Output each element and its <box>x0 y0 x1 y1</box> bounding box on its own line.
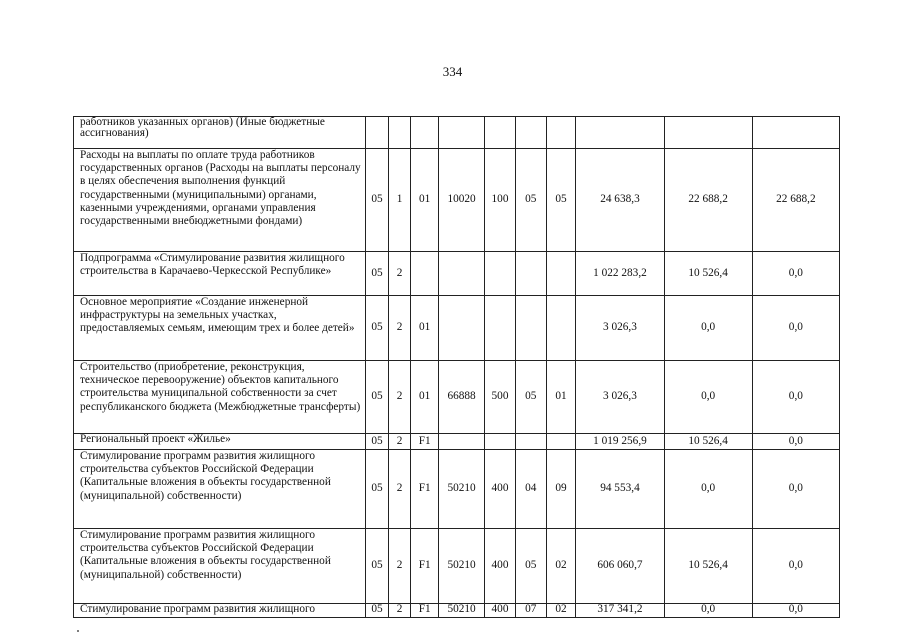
table-row <box>74 434 840 450</box>
code-subsection <box>546 117 576 149</box>
table-row <box>74 450 840 529</box>
code-direction <box>439 117 485 149</box>
code-subprogram: 2 <box>388 296 411 361</box>
code-section: 05 <box>515 149 546 252</box>
code-measure: F1 <box>411 434 439 450</box>
code-measure: F1 <box>411 529 439 604</box>
row-description: Стимулирование программ развития жилищного строительства субъектов Российской Федерации (Капитальные вложения в объекты государственной (муниципальной) собственности) <box>74 529 366 604</box>
amount-year-1: 94 553,4 <box>576 450 664 529</box>
amount-year-3: 0,0 <box>752 604 839 618</box>
code-section: 07 <box>515 604 546 618</box>
code-program: 05 <box>366 434 389 450</box>
amount-year-2: 10 526,4 <box>664 434 752 450</box>
code-direction <box>439 252 485 296</box>
code-subprogram: 2 <box>388 361 411 434</box>
amount-year-1: 317 341,2 <box>576 604 664 618</box>
code-subprogram <box>388 117 411 149</box>
amount-year-3: 22 688,2 <box>752 149 839 252</box>
code-expense-type: 400 <box>485 604 516 618</box>
code-direction: 66888 <box>439 361 485 434</box>
table-row <box>74 117 840 149</box>
code-section <box>515 296 546 361</box>
amount-year-2: 0,0 <box>664 361 752 434</box>
code-section <box>515 252 546 296</box>
amount-year-2: 0,0 <box>664 296 752 361</box>
row-description: работников указанных органов) (Иные бюджетные ассигнования) <box>74 117 366 149</box>
amount-year-1: 3 026,3 <box>576 361 664 434</box>
amount-year-1: 1 019 256,9 <box>576 434 664 450</box>
code-program: 05 <box>366 149 389 252</box>
code-direction: 10020 <box>439 149 485 252</box>
table-row <box>74 149 840 252</box>
code-subprogram: 2 <box>388 450 411 529</box>
amount-year-3: 0,0 <box>752 361 839 434</box>
amount-year-3: 0,0 <box>752 252 839 296</box>
amount-year-3 <box>752 117 839 149</box>
code-subsection: 02 <box>546 604 576 618</box>
amount-year-1: 24 638,3 <box>576 149 664 252</box>
code-measure: F1 <box>411 450 439 529</box>
code-expense-type <box>485 434 516 450</box>
amount-year-3: 0,0 <box>752 434 839 450</box>
amount-year-2: 10 526,4 <box>664 529 752 604</box>
code-subsection: 09 <box>546 450 576 529</box>
code-expense-type: 400 <box>485 529 516 604</box>
code-direction <box>439 296 485 361</box>
code-program: 05 <box>366 252 389 296</box>
amount-year-1: 3 026,3 <box>576 296 664 361</box>
code-subprogram: 2 <box>388 252 411 296</box>
code-subsection: 05 <box>546 149 576 252</box>
row-description: Основное мероприятие «Создание инженерной инфраструктуры на земельных участках, предоставляемых семьям, имеющим трех и более детей» <box>74 296 366 361</box>
row-description: Расходы на выплаты по оплате труда работников государственных органов (Расходы на выплаты персоналу в целях обеспечения выполнения функций государственными (муниципальными) органами, казенными учреждениями, органами управления государственными внебюджетными фондами) <box>74 149 366 252</box>
code-direction: 50210 <box>439 529 485 604</box>
amount-year-1 <box>576 117 664 149</box>
code-expense-type: 100 <box>485 149 516 252</box>
code-program: 05 <box>366 361 389 434</box>
code-expense-type <box>485 252 516 296</box>
page-number: 334 <box>442 64 463 79</box>
table-row <box>74 296 840 361</box>
amount-year-2 <box>664 117 752 149</box>
row-description: Региональный проект «Жилье» <box>74 434 366 450</box>
code-program: 05 <box>366 296 389 361</box>
code-section: 04 <box>515 450 546 529</box>
code-direction: 50210 <box>439 604 485 618</box>
code-subprogram: 2 <box>388 529 411 604</box>
row-description: Подпрограмма «Стимулирование развития жилищного строительства в Карачаево-Черкесской Республике» <box>74 252 366 296</box>
code-measure <box>411 117 439 149</box>
code-subsection: 01 <box>546 361 576 434</box>
code-direction: 50210 <box>439 450 485 529</box>
code-subprogram: 2 <box>388 434 411 450</box>
code-program: 05 <box>366 604 389 618</box>
amount-year-2: 22 688,2 <box>664 149 752 252</box>
code-subsection: 02 <box>546 529 576 604</box>
table-row <box>74 604 840 618</box>
code-subsection <box>546 296 576 361</box>
code-section: 05 <box>515 361 546 434</box>
code-section <box>515 117 546 149</box>
row-description: Стимулирование программ развития жилищного строительства субъектов Российской Федерации (Капитальные вложения в объекты государственной (муниципальной) собственности) <box>74 450 366 529</box>
code-measure: F1 <box>411 604 439 618</box>
amount-year-3: 0,0 <box>752 296 839 361</box>
code-subsection <box>546 434 576 450</box>
table-row <box>74 361 840 434</box>
code-expense-type <box>485 296 516 361</box>
amount-year-3: 0,0 <box>752 529 839 604</box>
code-section <box>515 434 546 450</box>
code-subprogram: 2 <box>388 604 411 618</box>
code-expense-type <box>485 117 516 149</box>
amount-year-2: 0,0 <box>664 450 752 529</box>
amount-year-1: 1 022 283,2 <box>576 252 664 296</box>
amount-year-1: 606 060,7 <box>576 529 664 604</box>
amount-year-2: 10 526,4 <box>664 252 752 296</box>
code-subprogram: 1 <box>388 149 411 252</box>
row-description: Строительство (приобретение, реконструкция, техническое перевооружение) объектов капитального строительства муниципальной собственности за счет республиканского бюджета (Межбюджетные трансферты) <box>74 361 366 434</box>
table-row <box>74 529 840 604</box>
code-measure: 01 <box>411 361 439 434</box>
code-program: 05 <box>366 529 389 604</box>
code-direction <box>439 434 485 450</box>
code-measure: 01 <box>411 149 439 252</box>
amount-year-3: 0,0 <box>752 450 839 529</box>
code-section: 05 <box>515 529 546 604</box>
code-expense-type: 400 <box>485 450 516 529</box>
code-program: 05 <box>366 450 389 529</box>
code-subsection <box>546 252 576 296</box>
code-program <box>366 117 389 149</box>
amount-year-2: 0,0 <box>664 604 752 618</box>
budget-table <box>73 116 840 618</box>
code-measure <box>411 252 439 296</box>
code-expense-type: 500 <box>485 361 516 434</box>
code-measure: 01 <box>411 296 439 361</box>
row-description: Стимулирование программ развития жилищного <box>74 604 366 618</box>
scan-speck <box>77 630 79 632</box>
table-row <box>74 252 840 296</box>
